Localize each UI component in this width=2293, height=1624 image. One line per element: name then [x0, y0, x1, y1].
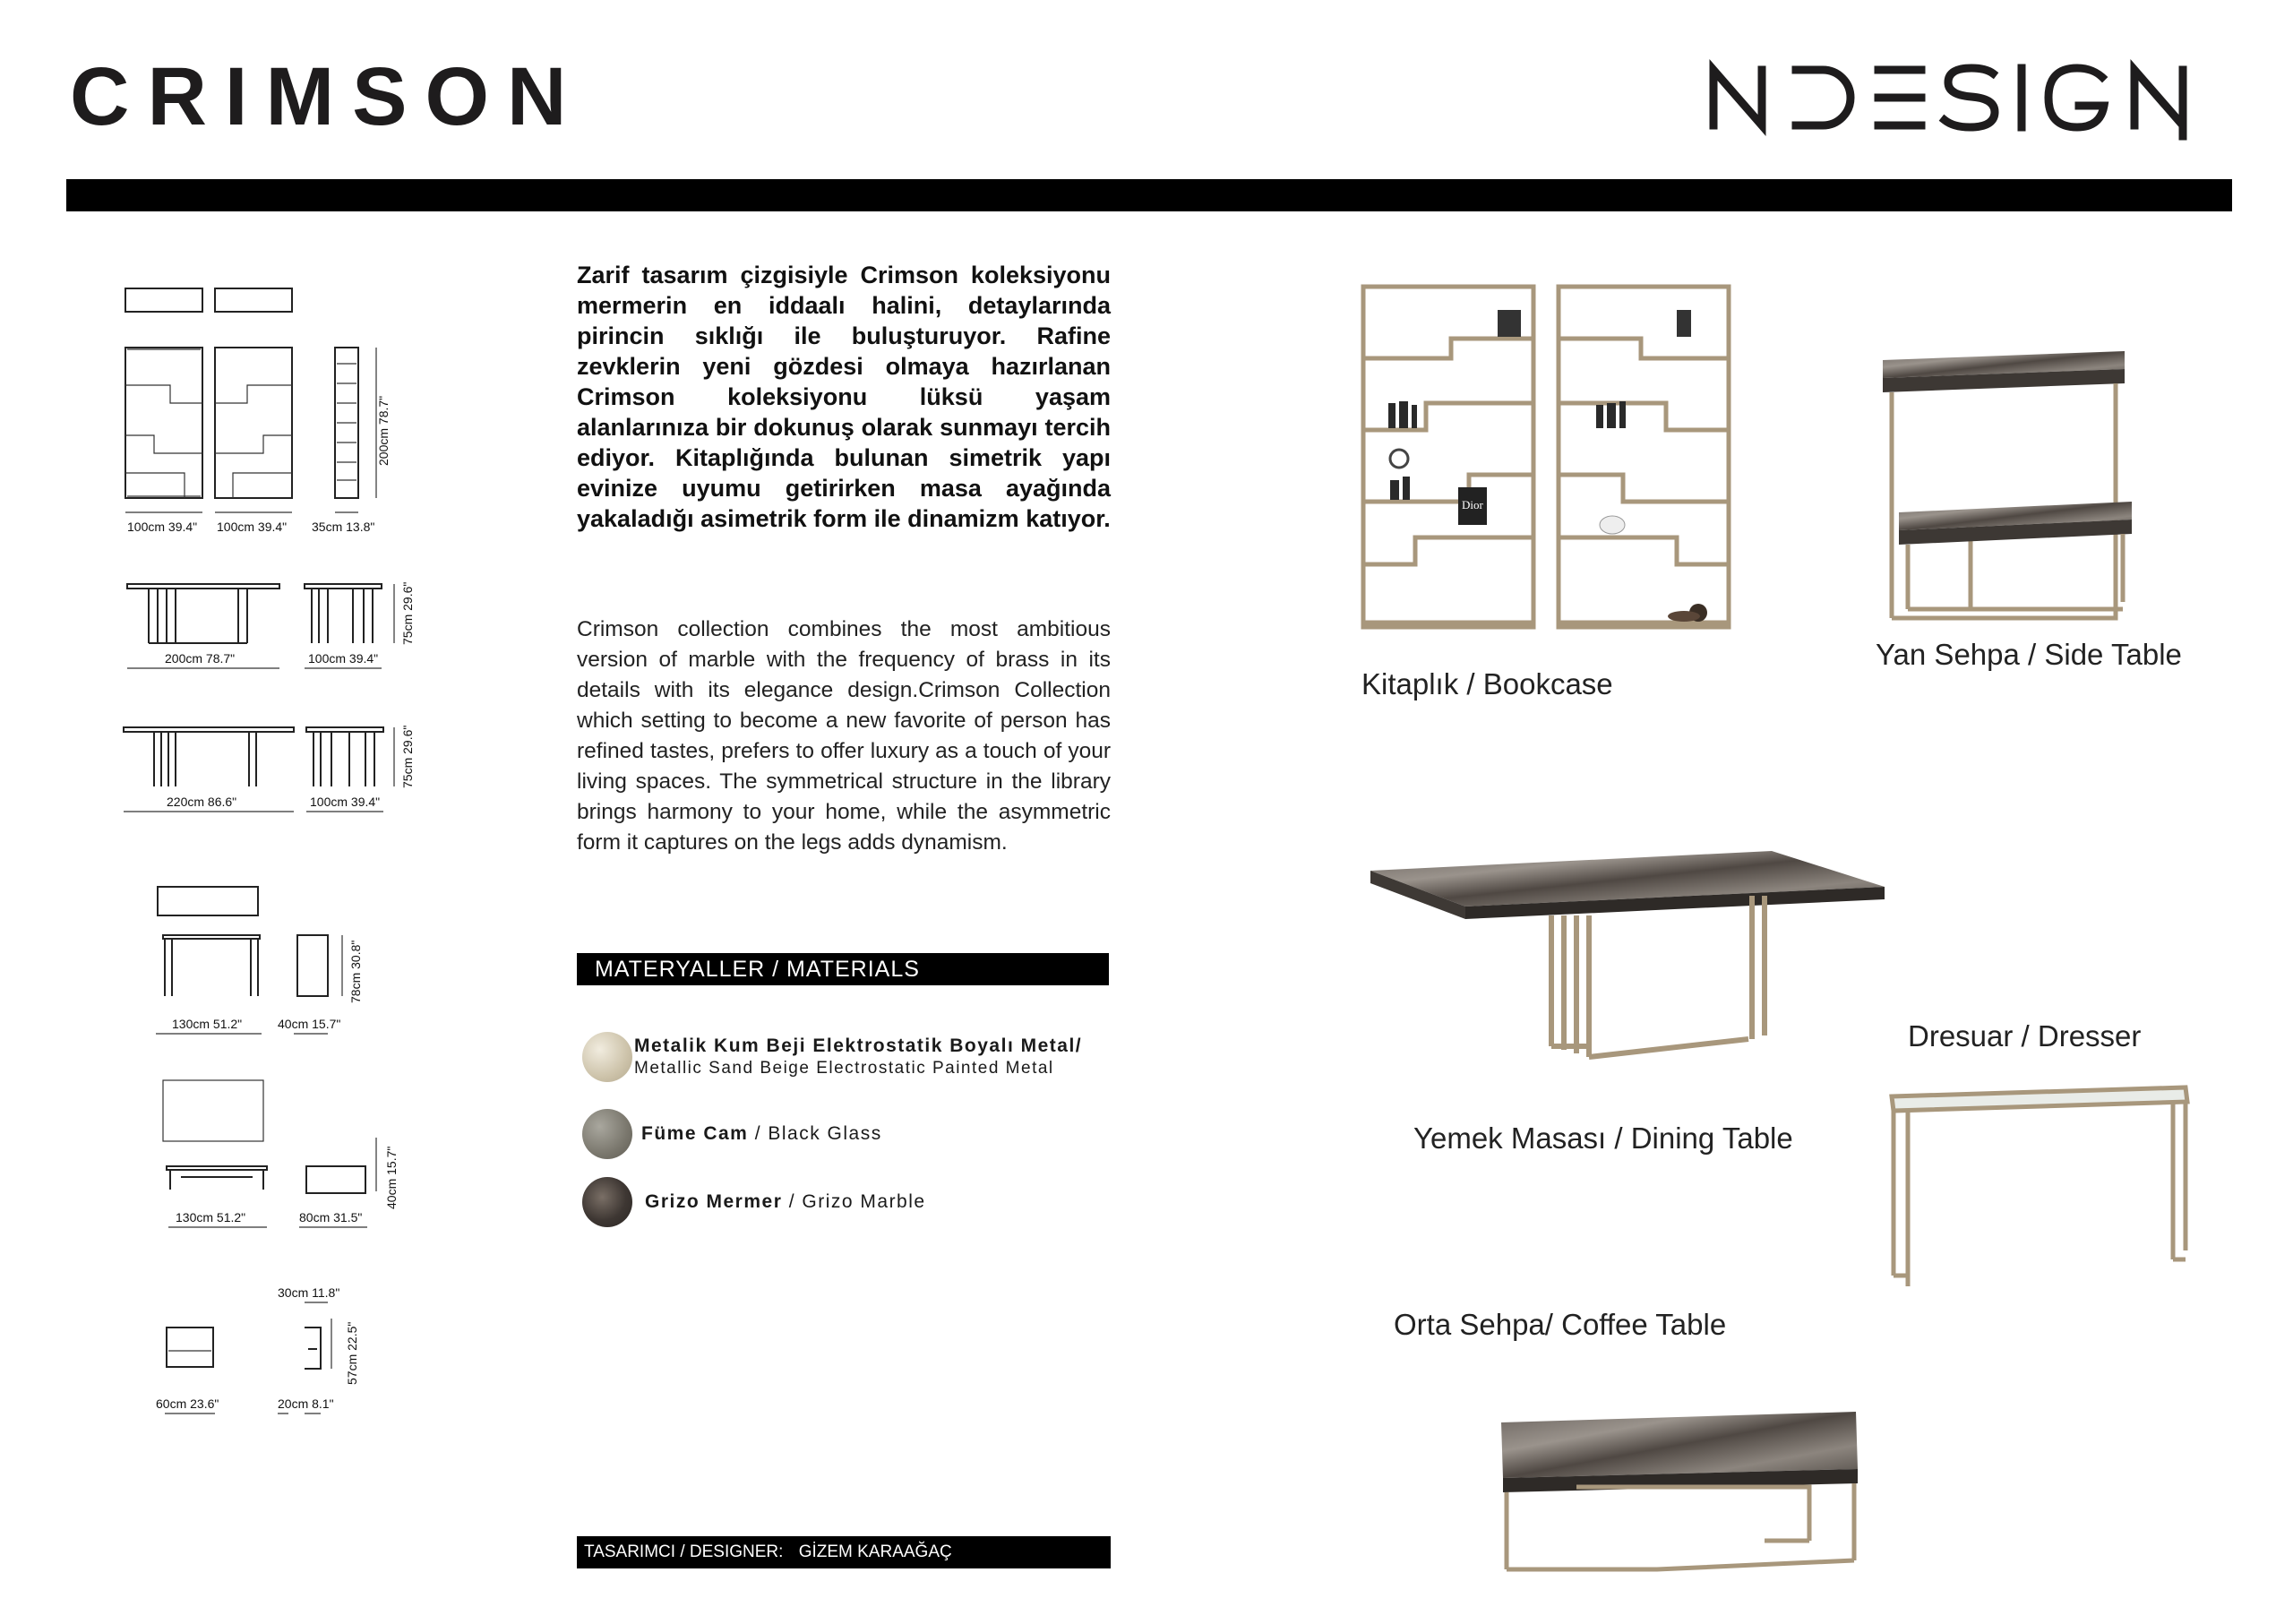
dim-side-top: 30cm 11.8"	[278, 1285, 340, 1300]
dim-bookcase-d: 35cm 13.8"	[312, 520, 375, 534]
dim-bookcase-w1: 100cm 39.4"	[127, 520, 198, 534]
dim-bookcase-h: 200cm 78.7"	[376, 395, 391, 466]
material-name-tr: Füme Cam	[641, 1123, 749, 1144]
material-swatch-metal	[582, 1032, 632, 1082]
dim-dining1-h: 75cm 29.6"	[400, 581, 415, 645]
bookcase-top-view-left	[125, 288, 202, 312]
dim-side-d: 20cm 8.1"	[278, 1396, 334, 1411]
designer-bar	[577, 1536, 1111, 1568]
material-name-tr: Metalik Kum Beji Elektrostatik Boyalı Metal/	[634, 1035, 1083, 1056]
material-name-en: / Black Glass	[754, 1123, 882, 1144]
bookcase-top-view-right	[215, 288, 292, 312]
dim-coffee-h: 40cm 15.7"	[384, 1146, 399, 1209]
label-dresser: Dresuar / Dresser	[1908, 1019, 2142, 1053]
designer-label: TASARIMCI / DESIGNER:	[584, 1542, 784, 1561]
description-english: Crimson collection combines the most ambitious version of marble with the frequency of brass in its details with its elegance design.Crimson Collection which setting to become a new favorite of person has refined tastes, prefers to offer luxury as a touch of your living spaces. The symmetrical structure in the library brings harmony to your home, while the asymmetric form it captures on the legs adds dynamism.	[577, 617, 1111, 855]
label-side-table: Yan Sehpa / Side Table	[1876, 638, 2182, 671]
dim-coffee-d: 80cm 31.5"	[299, 1210, 363, 1224]
material-name-en: Metallic Sand Beige Electrostatic Painted Metal	[634, 1059, 1054, 1078]
side-table-drawing	[167, 1328, 321, 1369]
dim-dining1-d: 100cm 39.4"	[308, 651, 379, 666]
bookcase-book-brand: Dior	[1462, 498, 1483, 511]
description-turkish: Zarif tasarım çizgisiyle Crimson koleksiyonu mermerin en iddaalı halini, detaylarında pirincin sıklığı ile buluşturuyor. Rafine zevklerin yeni gözdesi olmaya hazırlanan Crimson koleksiyonu lüksü yaşam alanlarınıza bir dokunuş olarak sunmayı tercih ediyor. Kitaplığında bulunan simetrik yapı evinize uyumu getirirken masa ayağında yakaladığı asimetrik form ile dinamizm katıyor.	[577, 262, 1111, 532]
dining-table-1-drawing	[127, 584, 382, 643]
label-dining-table: Yemek Masası / Dining Table	[1413, 1121, 1793, 1155]
dim-dining2-w: 220cm 86.6"	[167, 795, 237, 809]
label-coffee-table: Orta Sehpa/ Coffee Table	[1394, 1308, 1727, 1341]
dining-table-image	[1370, 851, 1885, 1057]
ndesign-logo-mark	[1706, 52, 2235, 142]
dim-dresser-w: 130cm 51.2"	[172, 1017, 243, 1031]
designer-name: GİZEM KARAAĞAÇ	[798, 1542, 952, 1561]
dresser-drawing	[158, 887, 328, 996]
brand-title: CRIMSON	[70, 51, 585, 142]
coffee-table-drawing	[163, 1080, 365, 1193]
dim-dining2-h: 75cm 29.6"	[400, 725, 415, 788]
dim-bookcase-w2: 100cm 39.4"	[217, 520, 288, 534]
bookcase-image	[1363, 287, 1729, 627]
product-renders	[1344, 269, 2257, 1594]
side-table-image	[1883, 351, 2132, 618]
material-swatch-marble	[582, 1177, 632, 1227]
materials-header	[577, 953, 1109, 985]
coffee-table-image	[1501, 1412, 1858, 1569]
dim-dining2-d: 100cm 39.4"	[310, 795, 381, 809]
dim-side-h: 57cm 22.5"	[345, 1321, 359, 1385]
dim-dresser-d: 40cm 15.7"	[278, 1017, 341, 1031]
dresser-image	[1892, 1087, 2187, 1286]
dim-side-w: 60cm 23.6"	[156, 1396, 219, 1411]
technical-drawings	[107, 278, 448, 1442]
dim-dresser-h: 78cm 30.8"	[348, 940, 363, 1003]
ndesign-logo	[1706, 52, 2235, 146]
materials-header-label: MATERYALLER / MATERIALS	[595, 957, 920, 982]
dim-coffee-w: 130cm 51.2"	[176, 1210, 246, 1224]
material-name-en: / Grizo Marble	[788, 1191, 926, 1212]
dining-table-2-drawing	[124, 727, 383, 786]
label-bookcase: Kitaplık / Bookcase	[1361, 667, 1613, 700]
header-divider-bar	[66, 179, 2232, 211]
bookcase-front-view	[125, 348, 292, 498]
dim-dining1-w: 200cm 78.7"	[165, 651, 236, 666]
material-name-tr: Grizo Mermer	[645, 1191, 783, 1212]
material-swatch-glass	[582, 1109, 632, 1159]
